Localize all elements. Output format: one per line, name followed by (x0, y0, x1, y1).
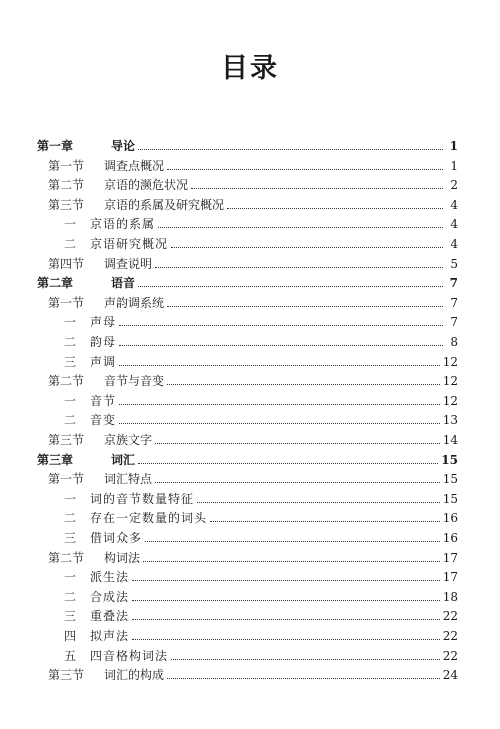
toc-entry-sub (0, 645, 500, 663)
toc-leader-dots (155, 442, 440, 444)
toc-entry-chap (0, 135, 500, 153)
toc-entry-sub (0, 488, 500, 506)
toc-label: 第二节 (48, 550, 85, 565)
toc-entry-sub (0, 605, 500, 623)
toc-leader-dots (132, 579, 440, 581)
toc-leader-dots (158, 226, 443, 228)
toc-entry-sub (0, 351, 500, 369)
toc-page-number: 16 (442, 531, 458, 545)
toc-leader-dots (155, 481, 440, 483)
toc-label: 第一节 (48, 295, 85, 310)
toc-label: 第三节 (48, 433, 85, 447)
toc-entry-sec (0, 174, 500, 192)
toc-title: 四音格构词法 (90, 648, 169, 663)
toc-title: 借词众多 (90, 531, 143, 545)
toc-entry-sec (0, 547, 500, 565)
toc-page-number: 18 (442, 589, 458, 604)
toc-title: 韵母 (90, 335, 117, 349)
toc-label: 第三章 (37, 452, 74, 467)
toc-entry-sub (0, 507, 500, 525)
toc-label: 第二章 (37, 276, 74, 291)
toc-title: 音节 (90, 393, 117, 408)
toc-leader-dots (143, 560, 440, 562)
toc-label: 第四节 (48, 256, 85, 271)
toc-label: 第二节 (48, 178, 85, 193)
toc-page-number: 15 (442, 491, 458, 506)
toc-label: 一 (64, 570, 78, 585)
toc-label: 二 (64, 237, 78, 251)
toc-entry-sub (0, 586, 500, 604)
toc-label: 第一章 (37, 139, 74, 153)
toc-entry-sec (0, 664, 500, 682)
toc-entry-sub (0, 625, 500, 643)
toc-title: 构词法 (104, 550, 141, 565)
toc-leader-dots (119, 422, 440, 424)
toc-page-number: 4 (450, 237, 458, 251)
toc-label: 一 (64, 217, 78, 232)
toc-entry-sub (0, 409, 500, 427)
toc-entry-sec (0, 370, 500, 388)
toc-page-number: 12 (442, 354, 458, 369)
toc-leader-dots (167, 677, 440, 679)
toc-entry-sec (0, 194, 500, 212)
toc-label: 一 (64, 315, 78, 330)
toc-entry-chap (0, 449, 500, 467)
toc-entry-sec (0, 468, 500, 486)
toc-entry-sub (0, 213, 500, 231)
toc-page-number: 16 (442, 511, 458, 526)
toc-title: 词汇的构成 (104, 668, 165, 683)
toc-leader-dots (171, 246, 443, 248)
toc-page-number: 12 (442, 393, 458, 408)
toc-title: 词汇特点 (104, 472, 153, 487)
toc-leader-dots (138, 285, 443, 287)
toc-title: 重叠法 (90, 609, 130, 624)
toc-title: 声韵调系统 (104, 295, 165, 310)
toc-entry-sec (0, 155, 500, 173)
toc-label: 第三节 (48, 668, 85, 683)
toc-label: 五 (64, 648, 78, 663)
toc-title: 音变 (90, 413, 117, 428)
toc-page-number: 8 (450, 335, 458, 349)
toc-label: 二 (64, 413, 78, 428)
toc-leader-dots (119, 344, 443, 346)
toc-title: 京语的濒危状况 (104, 178, 189, 193)
toc-page-number: 7 (450, 315, 458, 330)
toc-page-number: 4 (450, 217, 458, 232)
toc-entry-sec (0, 253, 500, 271)
toc-leader-dots (119, 324, 443, 326)
toc-leader-dots (155, 266, 443, 268)
toc-entry-sub (0, 527, 500, 545)
toc-title: 声调 (90, 354, 117, 369)
toc-label: 第二节 (48, 374, 85, 389)
toc-leader-dots (167, 168, 443, 170)
toc-title: 合成法 (90, 589, 130, 604)
toc-label: 二 (64, 335, 78, 349)
toc-title: 语音 (111, 276, 136, 291)
toc-entry-sub (0, 390, 500, 408)
toc-page-number: 17 (442, 570, 458, 585)
toc-label: 四 (64, 629, 78, 643)
toc-page-number: 22 (442, 648, 458, 663)
toc-page-number: 4 (450, 197, 458, 212)
toc-entry-sub (0, 233, 500, 251)
toc-leader-dots (167, 383, 440, 385)
toc-page-number: 7 (450, 295, 458, 310)
toc-title: 京语研究概况 (90, 237, 169, 251)
toc-entry-chap (0, 272, 500, 290)
toc-entry-sec (0, 429, 500, 447)
toc-leader-dots (145, 540, 440, 542)
toc-label: 第一节 (48, 472, 85, 487)
toc-page-number: 12 (442, 374, 458, 389)
toc-leader-dots (119, 364, 440, 366)
toc-label: 三 (64, 354, 78, 369)
toc-leader-dots (191, 187, 443, 189)
toc-page-number: 13 (442, 413, 458, 428)
toc-title: 声母 (90, 315, 117, 330)
toc-leader-dots (119, 403, 440, 405)
toc-leader-dots (167, 305, 443, 307)
toc-leader-dots (210, 520, 440, 522)
toc-leader-dots (171, 658, 440, 660)
toc-title: 词汇 (111, 452, 136, 467)
toc-label: 一 (64, 491, 78, 506)
toc-page-number: 15 (442, 472, 458, 487)
toc-title: 京族文字 (104, 433, 153, 447)
toc-leader-dots (227, 207, 443, 209)
toc-page-number: 22 (442, 609, 458, 624)
toc-entry-sub (0, 331, 500, 349)
toc-label: 二 (64, 589, 78, 604)
toc-label: 第三节 (48, 197, 85, 212)
toc-title: 京语的系属及研究概况 (104, 197, 225, 212)
toc-page-number: 22 (442, 629, 458, 643)
toc-leader-dots (138, 148, 443, 150)
toc-page-number: 5 (450, 256, 458, 271)
toc-page-number: 15 (441, 452, 458, 467)
toc-page-number: 1 (450, 158, 458, 173)
toc-entry-sec (0, 292, 500, 310)
toc-title: 导论 (111, 139, 136, 153)
page-title: 目录 (221, 53, 279, 84)
toc-leader-dots (197, 501, 440, 503)
toc-label: 三 (64, 609, 78, 624)
toc-leader-dots (132, 638, 440, 640)
toc-leader-dots (132, 618, 440, 620)
toc-page-number: 14 (442, 433, 458, 447)
toc-label: 三 (64, 531, 78, 545)
toc-title: 调查点概况 (104, 158, 165, 173)
toc-entry-sub (0, 566, 500, 584)
toc-label: 二 (64, 511, 78, 526)
toc-page-number: 2 (450, 178, 458, 193)
toc-title: 存在一定数量的词头 (90, 511, 208, 526)
toc-page-number: 1 (449, 139, 458, 153)
toc-title: 京语的系属 (90, 217, 156, 232)
toc-page-number: 7 (449, 276, 458, 291)
toc-title: 拟声法 (90, 629, 130, 643)
toc-leader-dots (132, 599, 440, 601)
toc-page-number: 24 (442, 668, 458, 683)
toc-title: 派生法 (90, 570, 130, 585)
toc-entry-sub (0, 311, 500, 329)
toc-leader-dots (138, 462, 438, 464)
toc-label: 第一节 (48, 158, 85, 173)
toc-title: 词的音节数量特征 (90, 491, 195, 506)
toc-title: 调查说明 (104, 256, 153, 271)
toc-page-number: 17 (442, 550, 458, 565)
toc-label: 一 (64, 393, 78, 408)
toc-title: 音节与音变 (104, 374, 165, 389)
